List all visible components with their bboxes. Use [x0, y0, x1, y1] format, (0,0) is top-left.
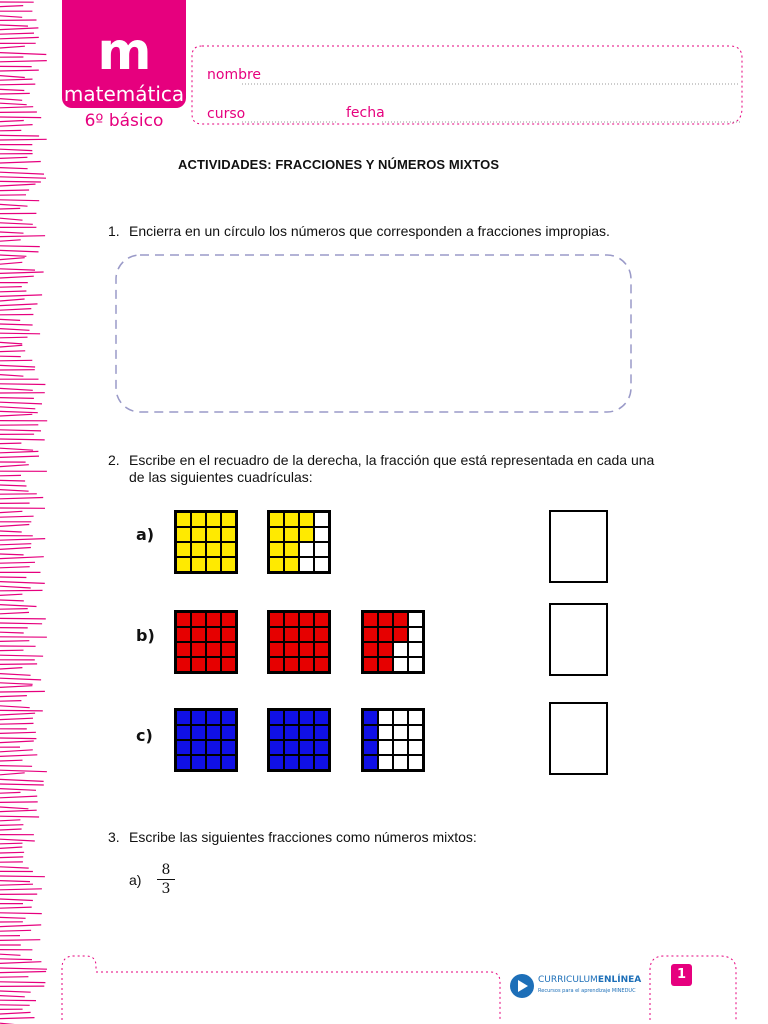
grid-cell	[222, 711, 235, 724]
grid-cell	[285, 558, 298, 571]
grid-cell	[379, 711, 392, 724]
grid-cell	[285, 756, 298, 769]
grid-cell	[270, 613, 283, 626]
grid-cell	[409, 643, 422, 656]
date-label: fecha	[346, 105, 385, 121]
answer-box-b[interactable]	[549, 603, 608, 676]
grid-cell	[394, 628, 407, 641]
grid-cell	[270, 513, 283, 526]
grid-cell	[364, 658, 377, 671]
grid-cell	[207, 613, 220, 626]
grid-cell	[270, 558, 283, 571]
grid-cell	[177, 741, 190, 754]
grid-cell	[300, 513, 313, 526]
grid-cell	[300, 543, 313, 556]
grid-cell	[192, 711, 205, 724]
grid-cell	[285, 711, 298, 724]
grid-cell	[379, 726, 392, 739]
logo-grade: 6º básico	[84, 111, 164, 131]
student-info-frame	[186, 38, 746, 138]
grid-cell	[300, 756, 313, 769]
grid-cell	[222, 741, 235, 754]
grid-cell	[379, 741, 392, 754]
grid-cell	[315, 711, 328, 724]
grid-cell	[285, 543, 298, 556]
logo-subject: matemática	[63, 82, 185, 106]
grid-cell	[270, 528, 283, 541]
grid-cell	[222, 658, 235, 671]
grid-cell	[300, 658, 313, 671]
grid-cell	[222, 643, 235, 656]
grid-cell	[285, 741, 298, 754]
course-label: curso	[207, 106, 246, 122]
fraction	[157, 862, 175, 897]
grid-cell	[315, 528, 328, 541]
grid-cell	[177, 628, 190, 641]
grid-cell	[315, 756, 328, 769]
grid-cell	[270, 643, 283, 656]
grid-cell	[300, 711, 313, 724]
grid-cell	[207, 643, 220, 656]
grid-cell	[379, 658, 392, 671]
grid-cell	[177, 528, 190, 541]
answer-box-c[interactable]	[549, 702, 608, 775]
grid-cell	[300, 528, 313, 541]
grid-cell	[192, 558, 205, 571]
exercise-label: a)	[129, 872, 142, 888]
grid-cell	[192, 756, 205, 769]
fraction-bar	[157, 879, 175, 880]
grid-cell	[300, 741, 313, 754]
grid-cell	[364, 726, 377, 739]
grid-cell	[315, 613, 328, 626]
question-number: 3.	[108, 829, 120, 845]
question-text-line-2: de las siguientes cuadrículas:	[129, 469, 313, 485]
grid-cell	[394, 741, 407, 754]
grid-cell	[270, 741, 283, 754]
grid-cell	[315, 558, 328, 571]
grid-cell	[177, 558, 190, 571]
brand-tagline: Recursos para el aprendizaje MINEDUC	[538, 988, 636, 994]
grid-cell	[270, 658, 283, 671]
grid-cell	[315, 543, 328, 556]
grid-cell	[192, 528, 205, 541]
matematica-logo	[62, 0, 186, 132]
question-number: 1.	[108, 223, 120, 239]
grid-cell	[379, 643, 392, 656]
grid-cell	[394, 726, 407, 739]
grid-cell	[409, 741, 422, 754]
grid-cell	[270, 726, 283, 739]
grid-cell	[270, 628, 283, 641]
fraction-grid	[174, 708, 238, 772]
grid-cell	[409, 726, 422, 739]
question-3	[108, 829, 728, 849]
grid-cell	[192, 613, 205, 626]
grid-cell	[394, 613, 407, 626]
denominator: 3	[161, 881, 171, 897]
question-number: 2.	[108, 452, 120, 468]
grid-cell	[364, 711, 377, 724]
grid-cell	[192, 543, 205, 556]
grid-cell	[409, 711, 422, 724]
margin-decoration	[0, 0, 52, 1024]
logo-letter: m	[97, 22, 151, 82]
fraction-grid	[361, 708, 425, 772]
grid-cell	[177, 613, 190, 626]
grid-cell	[177, 756, 190, 769]
grid-cell	[222, 513, 235, 526]
row-label-a: a)	[136, 525, 155, 544]
grid-cell	[207, 756, 220, 769]
grid-cell	[409, 628, 422, 641]
page-title: ACTIVIDADES: FRACCIONES Y NÚMEROS MIXTOS	[178, 157, 500, 172]
footer-frame	[0, 950, 768, 1024]
page-number: 1	[671, 964, 692, 986]
grid-cell	[364, 741, 377, 754]
grid-cell	[285, 658, 298, 671]
grid-cell	[300, 643, 313, 656]
grid-cell	[207, 543, 220, 556]
grid-cell	[177, 658, 190, 671]
grid-cell	[192, 513, 205, 526]
fraction-grid	[267, 510, 331, 574]
grid-cell	[394, 756, 407, 769]
question-text: Escribe las siguientes fracciones como números mixtos:	[129, 829, 477, 845]
name-label: nombre	[207, 67, 262, 83]
fraction-grid	[174, 510, 238, 574]
grid-cell	[315, 726, 328, 739]
grid-cell	[207, 628, 220, 641]
grid-cell	[379, 628, 392, 641]
grid-cell	[394, 711, 407, 724]
grid-cell	[192, 643, 205, 656]
row-label-c: c)	[136, 726, 153, 745]
grid-cell	[207, 528, 220, 541]
grid-cell	[207, 558, 220, 571]
grid-cell	[222, 528, 235, 541]
grid-cell	[207, 741, 220, 754]
grid-cell	[300, 726, 313, 739]
grid-cell	[394, 658, 407, 671]
grid-cell	[222, 543, 235, 556]
question-text: Encierra en un círculo los números que corresponden a fracciones impropias.	[129, 223, 610, 239]
grid-cell	[285, 613, 298, 626]
grid-cell	[379, 613, 392, 626]
fraction-grid	[174, 610, 238, 674]
grid-cell	[285, 528, 298, 541]
grid-cell	[192, 628, 205, 641]
grid-cell	[285, 643, 298, 656]
grid-cell	[285, 513, 298, 526]
grid-cell	[300, 628, 313, 641]
grid-cell	[192, 726, 205, 739]
fraction-grid	[267, 708, 331, 772]
grid-cell	[315, 643, 328, 656]
grid-cell	[177, 643, 190, 656]
grid-cell	[364, 756, 377, 769]
fraction-grid	[361, 610, 425, 674]
grid-cell	[300, 613, 313, 626]
grid-cell	[222, 726, 235, 739]
grid-cell	[192, 741, 205, 754]
question-text-line-1: Escribe en el recuadro de la derecha, la fracción que está representada en cada una	[129, 452, 655, 468]
curriculum-en-linea-logo	[510, 972, 640, 1002]
grid-cell	[177, 711, 190, 724]
grid-cell	[364, 628, 377, 641]
grid-cell	[364, 643, 377, 656]
grid-cell	[207, 513, 220, 526]
grid-cell	[300, 558, 313, 571]
grid-cell	[285, 628, 298, 641]
grid-cell	[270, 711, 283, 724]
grid-cell	[222, 628, 235, 641]
grid-cell	[207, 711, 220, 724]
question-1	[108, 223, 728, 243]
answer-box-a[interactable]	[549, 510, 608, 583]
grid-cell	[394, 643, 407, 656]
grid-cell	[409, 658, 422, 671]
grid-cell	[315, 741, 328, 754]
logo-badge	[62, 0, 186, 108]
grid-cell	[270, 756, 283, 769]
grid-cell	[409, 613, 422, 626]
grid-cell	[177, 543, 190, 556]
grid-cell	[177, 513, 190, 526]
numerator: 8	[161, 862, 171, 878]
grid-cell	[270, 543, 283, 556]
grid-cell	[315, 628, 328, 641]
play-icon	[510, 974, 534, 998]
grid-cell	[285, 726, 298, 739]
dashed-answer-area	[114, 253, 634, 415]
grid-cell	[207, 726, 220, 739]
grid-cell	[364, 613, 377, 626]
grid-cell	[315, 658, 328, 671]
grid-cell	[192, 658, 205, 671]
grid-cell	[379, 756, 392, 769]
grid-cell	[315, 513, 328, 526]
grid-cell	[207, 658, 220, 671]
grid-cell	[222, 613, 235, 626]
grid-cell	[222, 756, 235, 769]
margin-stroke	[0, 2, 47, 1024]
brand-name: CURRICULUMENLÍNEA	[538, 975, 642, 985]
question-2	[108, 452, 728, 492]
row-label-b: b)	[136, 626, 155, 645]
grid-cell	[222, 558, 235, 571]
fraction-grid	[267, 610, 331, 674]
grid-cell	[409, 756, 422, 769]
grid-cell	[177, 726, 190, 739]
